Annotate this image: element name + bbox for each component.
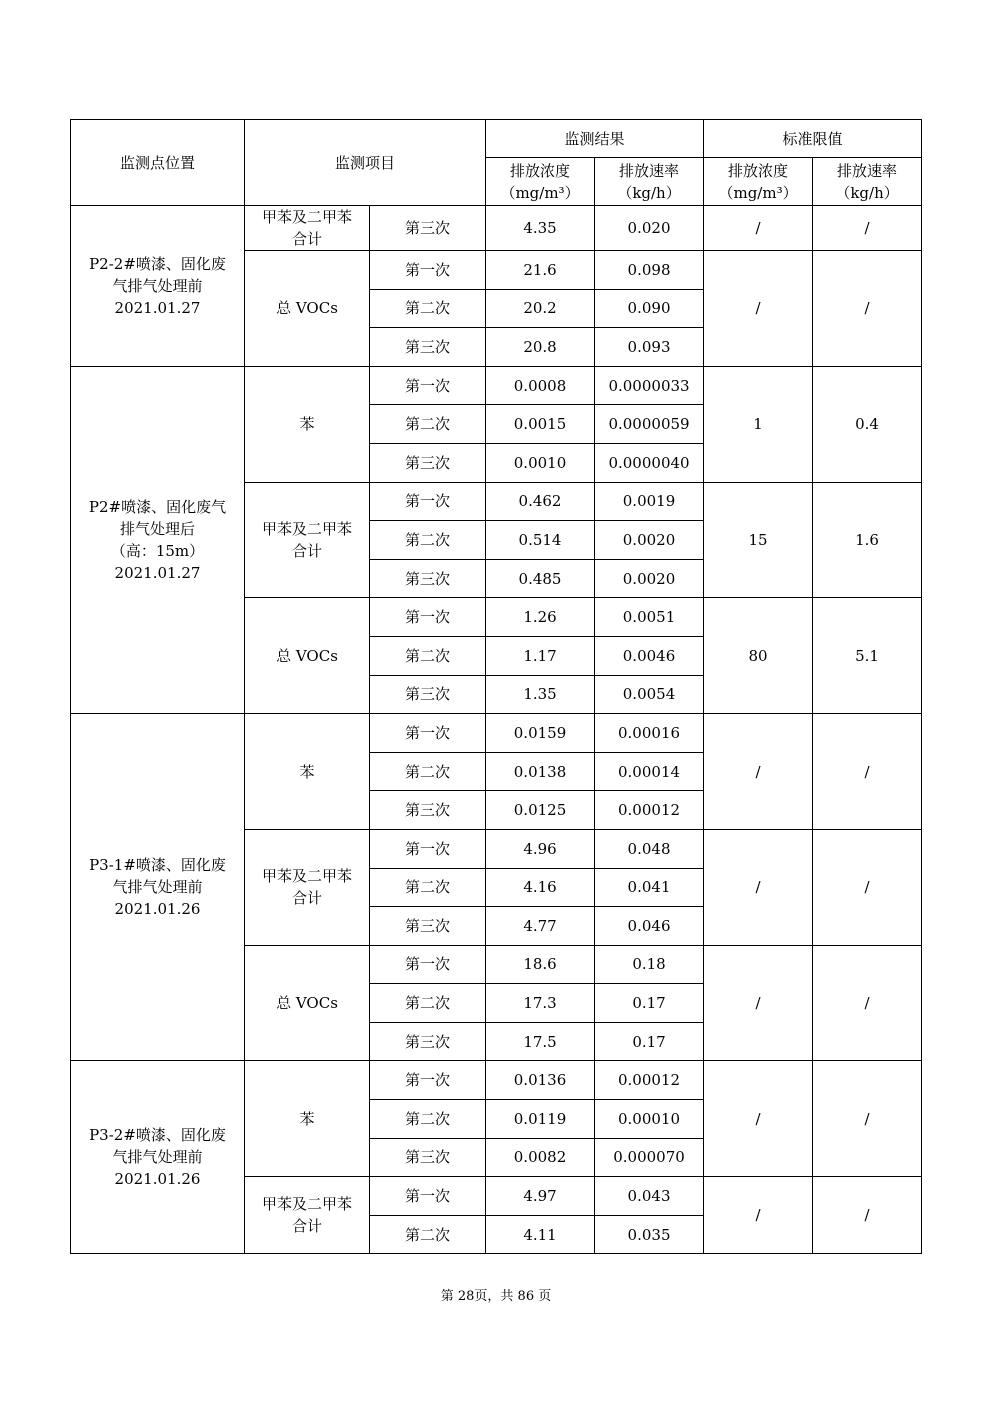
rate-cell: 0.090 (595, 289, 704, 328)
limit-conc-cell: / (704, 945, 813, 1061)
rate-cell: 0.046 (595, 907, 704, 946)
rate-cell: 0.00016 (595, 714, 704, 753)
limit-conc-cell: 80 (704, 598, 813, 714)
conc-cell: 4.35 (486, 206, 595, 251)
site-cell: P3-1#喷漆、固化废 气排气处理前 2021.01.26 (71, 714, 245, 1061)
site-cell: P2#喷漆、固化废气 排气处理后 （高：15m） 2021.01.27 (71, 366, 245, 713)
rate-cell: 0.041 (595, 868, 704, 907)
conc-cell: 17.5 (486, 1022, 595, 1061)
header-limit-rate (813, 158, 922, 206)
limit-conc-cell: 1 (704, 366, 813, 482)
rate-cell: 0.0046 (595, 636, 704, 675)
monitoring-results-table (70, 119, 922, 1254)
limit-rate-cell: / (813, 714, 922, 830)
run-cell: 第二次 (370, 636, 486, 675)
run-cell: 第三次 (370, 791, 486, 830)
run-cell: 第一次 (370, 829, 486, 868)
run-cell: 第三次 (370, 1138, 486, 1177)
run-cell: 第一次 (370, 482, 486, 521)
conc-cell: 4.16 (486, 868, 595, 907)
item-cell: 总 VOCs (245, 598, 370, 714)
conc-cell: 4.77 (486, 907, 595, 946)
conc-cell: 4.96 (486, 829, 595, 868)
run-cell: 第三次 (370, 206, 486, 251)
rate-cell: 0.0000059 (595, 405, 704, 444)
rate-label: 排放速率 (619, 161, 680, 180)
rate-cell: 0.0000040 (595, 443, 704, 482)
limit-rate-cell: / (813, 945, 922, 1061)
header-limit-conc (704, 158, 813, 206)
conc-cell: 0.0082 (486, 1138, 595, 1177)
item-cell: 甲苯及二甲苯 合计 (245, 829, 370, 945)
limit-conc-cell: 15 (704, 482, 813, 598)
header-limit: 标准限值 (704, 120, 922, 158)
conc-cell: 21.6 (486, 251, 595, 290)
rate-cell: 0.0019 (595, 482, 704, 521)
run-cell: 第二次 (370, 289, 486, 328)
run-cell: 第三次 (370, 1022, 486, 1061)
rate-cell: 0.043 (595, 1177, 704, 1216)
rate-unit: （kg/h） (835, 183, 899, 202)
table-row (71, 206, 922, 251)
limit-conc-cell: / (704, 206, 813, 251)
run-cell: 第二次 (370, 752, 486, 791)
table-row (71, 714, 922, 753)
header-result-rate (595, 158, 704, 206)
item-cell: 总 VOCs (245, 251, 370, 367)
conc-cell: 4.11 (486, 1215, 595, 1254)
run-cell: 第二次 (370, 984, 486, 1023)
limit-conc-cell: / (704, 1177, 813, 1254)
rate-cell: 0.17 (595, 1022, 704, 1061)
run-cell: 第三次 (370, 328, 486, 367)
run-cell: 第一次 (370, 1177, 486, 1216)
rate-cell: 0.0020 (595, 559, 704, 598)
rate-cell: 0.00010 (595, 1100, 704, 1139)
item-cell: 甲苯及二甲苯 合计 (245, 1177, 370, 1254)
rate-cell: 0.093 (595, 328, 704, 367)
rate-label: 排放速率 (837, 161, 898, 180)
rate-unit: （kg/h） (617, 183, 681, 202)
run-cell: 第二次 (370, 521, 486, 560)
conc-cell: 20.8 (486, 328, 595, 367)
rate-cell: 0.020 (595, 206, 704, 251)
conc-cell: 0.0010 (486, 443, 595, 482)
rate-cell: 0.17 (595, 984, 704, 1023)
site-cell: P2-2#喷漆、固化废 气排气处理前 2021.01.27 (71, 206, 245, 367)
conc-cell: 18.6 (486, 945, 595, 984)
conc-cell: 1.26 (486, 598, 595, 637)
conc-cell: 0.462 (486, 482, 595, 521)
run-cell: 第二次 (370, 1100, 486, 1139)
run-cell: 第三次 (370, 675, 486, 714)
item-cell: 苯 (245, 714, 370, 830)
header-site: 监测点位置 (71, 120, 245, 206)
conc-unit: （mg/m³） (718, 183, 798, 202)
limit-rate-cell: / (813, 251, 922, 367)
limit-conc-cell: / (704, 714, 813, 830)
run-cell: 第一次 (370, 945, 486, 984)
item-cell: 苯 (245, 1061, 370, 1177)
rate-cell: 0.035 (595, 1215, 704, 1254)
site-cell: P3-2#喷漆、固化废 气排气处理前 2021.01.26 (71, 1061, 245, 1254)
run-cell: 第一次 (370, 251, 486, 290)
conc-label: 排放浓度 (728, 161, 789, 180)
limit-conc-cell: / (704, 829, 813, 945)
rate-cell: 0.098 (595, 251, 704, 290)
conc-cell: 0.0008 (486, 366, 595, 405)
conc-cell: 0.0138 (486, 752, 595, 791)
conc-cell: 0.514 (486, 521, 595, 560)
run-cell: 第一次 (370, 598, 486, 637)
conc-cell: 1.17 (486, 636, 595, 675)
conc-cell: 4.97 (486, 1177, 595, 1216)
table-row (71, 1061, 922, 1100)
conc-cell: 17.3 (486, 984, 595, 1023)
conc-cell: 20.2 (486, 289, 595, 328)
header-item: 监测项目 (245, 120, 486, 206)
table-row (71, 366, 922, 405)
rate-cell: 0.048 (595, 829, 704, 868)
limit-rate-cell: / (813, 829, 922, 945)
limit-rate-cell: 1.6 (813, 482, 922, 598)
header-result-conc (486, 158, 595, 206)
conc-cell: 1.35 (486, 675, 595, 714)
conc-unit: （mg/m³） (500, 183, 580, 202)
run-cell: 第二次 (370, 868, 486, 907)
conc-cell: 0.0125 (486, 791, 595, 830)
conc-cell: 0.0119 (486, 1100, 595, 1139)
page-footer: 第 28页，共 86 页 (440, 1289, 552, 1304)
item-cell: 甲苯及二甲苯 合计 (245, 482, 370, 598)
rate-cell: 0.00012 (595, 1061, 704, 1100)
run-cell: 第二次 (370, 1215, 486, 1254)
limit-rate-cell: 0.4 (813, 366, 922, 482)
conc-label: 排放浓度 (510, 161, 571, 180)
limit-rate-cell: 5.1 (813, 598, 922, 714)
conc-cell: 0.0159 (486, 714, 595, 753)
item-cell: 苯 (245, 366, 370, 482)
table-body (71, 206, 922, 1254)
item-cell: 甲苯及二甲苯 合计 (245, 206, 370, 251)
rate-cell: 0.00012 (595, 791, 704, 830)
rate-cell: 0.00014 (595, 752, 704, 791)
item-cell: 总 VOCs (245, 945, 370, 1061)
run-cell: 第三次 (370, 559, 486, 598)
limit-conc-cell: / (704, 1061, 813, 1177)
limit-conc-cell: / (704, 251, 813, 367)
conc-cell: 0.0136 (486, 1061, 595, 1100)
conc-cell: 0.485 (486, 559, 595, 598)
rate-cell: 0.000070 (595, 1138, 704, 1177)
limit-rate-cell: / (813, 206, 922, 251)
run-cell: 第三次 (370, 443, 486, 482)
rate-cell: 0.0000033 (595, 366, 704, 405)
run-cell: 第一次 (370, 366, 486, 405)
rate-cell: 0.0051 (595, 598, 704, 637)
rate-cell: 0.0054 (595, 675, 704, 714)
run-cell: 第一次 (370, 1061, 486, 1100)
header-result: 监测结果 (486, 120, 704, 158)
run-cell: 第一次 (370, 714, 486, 753)
limit-rate-cell: / (813, 1061, 922, 1177)
run-cell: 第三次 (370, 907, 486, 946)
rate-cell: 0.0020 (595, 521, 704, 560)
conc-cell: 0.0015 (486, 405, 595, 444)
run-cell: 第二次 (370, 405, 486, 444)
limit-rate-cell: / (813, 1177, 922, 1254)
rate-cell: 0.18 (595, 945, 704, 984)
